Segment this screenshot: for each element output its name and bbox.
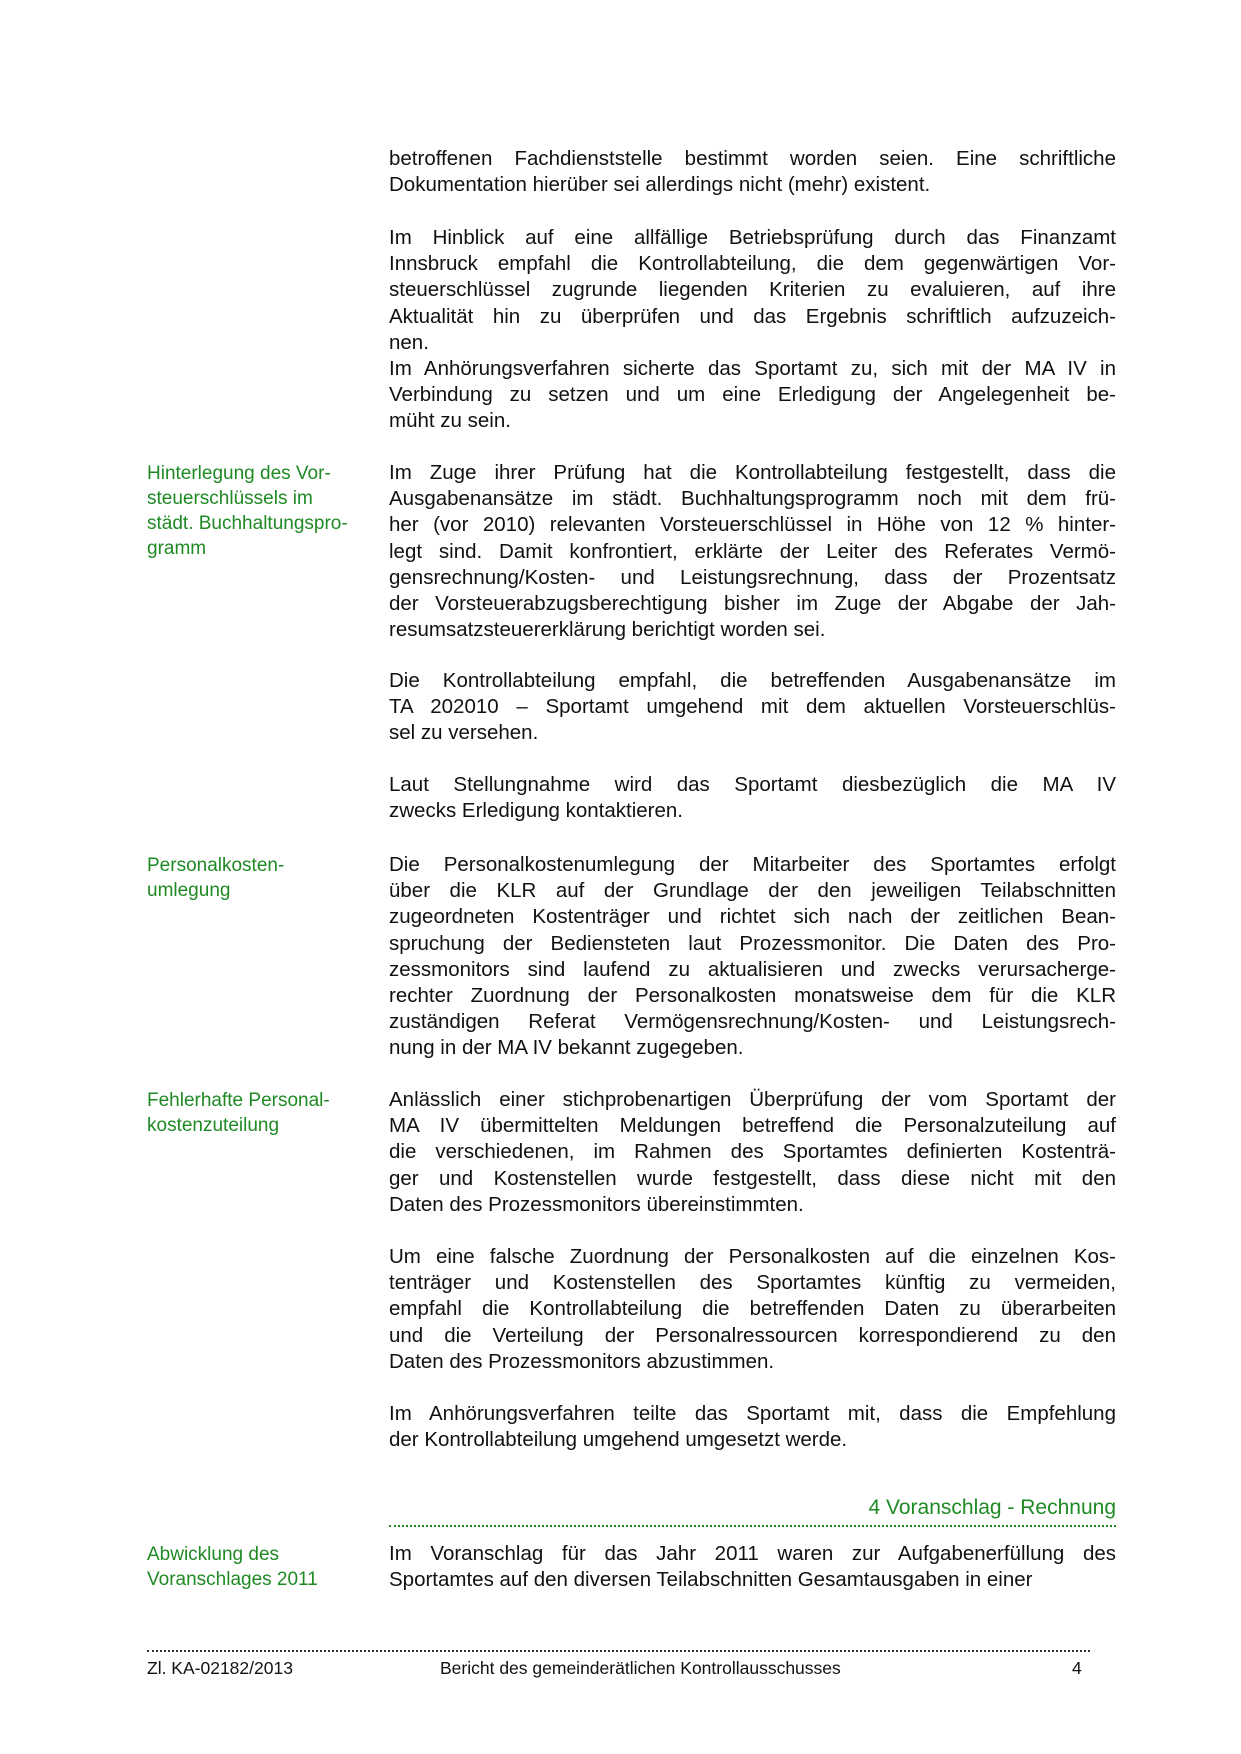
text-line: steuerschlüssel zugrunde liegenden Kriterien zu evaluieren, auf ihre [389, 278, 1116, 302]
paragraph-continuation [389, 146, 1116, 198]
text-line: Dokumentation hierüber sei allerdings nicht (mehr) existent. [389, 173, 931, 197]
text-line: sel zu versehen. [389, 721, 539, 745]
text-line: legt sind. Damit konfrontiert, erklärte der Leiter des Referates Vermö- [389, 539, 1116, 563]
text-line: zessmonitors sind laufend zu aktualisieren und zwecks verursacherge- [389, 957, 1116, 981]
text-line: ger und Kostenstellen wurde festgestellt, dass diese nicht mit den [389, 1166, 1116, 1190]
text-line: die verschiedenen, im Rahmen des Sportamtes definierten Kostenträ- [389, 1140, 1116, 1164]
margin-note-line: Voranschlages 2011 [147, 1569, 318, 1590]
text-line: und die Verteilung der Personalressourcen korrespondierend zu den [389, 1323, 1116, 1347]
text-line: Sportamtes auf den diversen Teilabschnitten Gesamtausgaben in einer [389, 1568, 1033, 1592]
text-line: Im Zuge ihrer Prüfung hat die Kontrollabteilung festgestellt, dass die [389, 461, 1116, 484]
footer-divider [147, 1650, 1090, 1652]
margin-note-voranschlag-2011 [147, 1542, 377, 1592]
text-line: gensrechnung/Kosten- und Leistungsrechnung, dass der Prozentsatz [389, 565, 1116, 589]
text-line: tenträger und Kostenstellen des Sportamtes künftig zu vermeiden, [389, 1271, 1116, 1295]
text-line: müht zu sein. [389, 409, 511, 433]
margin-note-personalkostenumlegung [147, 853, 377, 903]
paragraph-vorsteuerschluessel [389, 460, 1116, 643]
text-line: resumsatzsteuererklärung berichtigt worden sei. [389, 618, 826, 642]
text-line: Im Hinblick auf eine allfällige Betriebsprüfung durch das Finanzamt [389, 226, 1116, 249]
text-line: her (vor 2010) relevanten Vorsteuerschlüssel in Höhe von 12 % hinter- [389, 513, 1116, 537]
text-line: spruchung der Bediensteten laut Prozessmonitor. Die Daten des Pro- [389, 931, 1116, 955]
text-line: Im Anhörungsverfahren sicherte das Sportamt zu, sich mit der MA IV in [389, 356, 1116, 380]
text-line: Im Voranschlag für das Jahr 2011 waren zur Aufgabenerfüllung des [389, 1542, 1116, 1565]
text-line: der Vorsteuerabzugsberechtigung bisher im Zuge der Abgabe der Jah- [389, 591, 1116, 615]
section-heading: 4 Voranschlag - Rechnung [868, 1496, 1116, 1519]
footer-reference: Zl. KA-02182/2013 [147, 1658, 293, 1678]
text-line: MA IV übermittelten Meldungen betreffend die Personalzuteilung auf [389, 1114, 1116, 1138]
text-line: Um eine falsche Zuordnung der Personalkosten auf die einzelnen Kos- [389, 1245, 1116, 1268]
text-line: zwecks Erledigung kontaktieren. [389, 799, 683, 823]
margin-note-line: städt. Buchhaltungspro- [147, 513, 348, 534]
paragraph-empfehlung-vorsteuer [389, 668, 1116, 747]
text-line: Anlässlich einer stichprobenartigen Überprüfung der vom Sportamt der [389, 1088, 1116, 1111]
text-line: Innsbruck empfahl die Kontrollabteilung, die dem gegenwärtigen Vor- [389, 252, 1116, 276]
margin-note-line: Fehlerhafte Personal- [147, 1090, 330, 1111]
text-line: Aktualität hin zu überprüfen und das Ergebnis schriftlich aufzuzeich- [389, 304, 1116, 328]
text-line: der Kontrollabteilung umgehend umgesetzt werde. [389, 1428, 848, 1452]
paragraph-anhoerung [389, 1401, 1116, 1453]
text-line: empfahl die Kontrollabteilung die betreffenden Daten zu überarbeiten [389, 1297, 1116, 1321]
margin-note-line: Abwicklung des [147, 1544, 280, 1565]
margin-note-line: Hinterlegung des Vor- [147, 463, 331, 484]
margin-note-line: steuerschlüssels im [147, 488, 313, 509]
text-line: Verbindung zu setzen und um eine Erledigung der Angelegenheit be- [389, 383, 1116, 407]
text-line: über die KLR auf der Grundlage der den jeweiligen Teilabschnitten [389, 879, 1116, 903]
paragraph-ueberpruefung [389, 1087, 1116, 1218]
footer-title: Bericht des gemeinderätlichen Kontrollausschusses [440, 1658, 841, 1678]
margin-note-line: umlegung [147, 880, 231, 901]
paragraph-betriebspruefung [389, 225, 1116, 435]
text-line: zuständigen Referat Vermögensrechnung/Kosten- und Leistungsrech- [389, 1010, 1116, 1034]
text-line: Die Kontrollabteilung empfahl, die betreffenden Ausgabenansätze im [389, 669, 1116, 692]
paragraph-stellungnahme [389, 772, 1116, 824]
text-line: betroffenen Fachdienststelle bestimmt worden seien. Eine schriftliche [389, 147, 1116, 170]
paragraph-personalkostenumlegung [389, 852, 1116, 1062]
margin-note-vorsteuerschluessel [147, 461, 377, 561]
paragraph-zuordnung [389, 1244, 1116, 1375]
text-line: zugeordneten Kostenträger und richtet sich nach der zeitlichen Bean- [389, 905, 1116, 929]
text-line: rechter Zuordnung der Personalkosten monatsweise dem für die KLR [389, 983, 1116, 1007]
text-line: nen. [389, 330, 429, 354]
section-divider [389, 1525, 1116, 1527]
text-line: Im Anhörungsverfahren teilte das Sportamt mit, dass die Empfehlung [389, 1402, 1116, 1425]
text-line: Daten des Prozessmonitors übereinstimmten. [389, 1192, 804, 1216]
text-line: TA 202010 – Sportamt umgehend mit dem aktuellen Vorsteuerschlüs- [389, 695, 1116, 719]
text-line: nung in der MA IV bekannt zugegeben. [389, 1036, 744, 1060]
margin-note-line: kostenzuteilung [147, 1115, 280, 1136]
text-line: Laut Stellungnahme wird das Sportamt diesbezüglich die MA IV [389, 773, 1116, 796]
footer-page-number: 4 [1072, 1658, 1082, 1678]
paragraph-voranschlag-2011 [389, 1541, 1116, 1593]
text-line: Daten des Prozessmonitors abzustimmen. [389, 1349, 775, 1373]
margin-note-line: Personalkosten- [147, 855, 285, 876]
margin-note-fehlerhafte-zuteilung [147, 1088, 377, 1138]
margin-note-line: gramm [147, 538, 207, 559]
text-line: Ausgabenansätze im städt. Buchhaltungsprogramm noch mit dem frü- [389, 487, 1116, 511]
text-line: Die Personalkostenumlegung der Mitarbeiter des Sportamtes erfolgt [389, 853, 1116, 876]
